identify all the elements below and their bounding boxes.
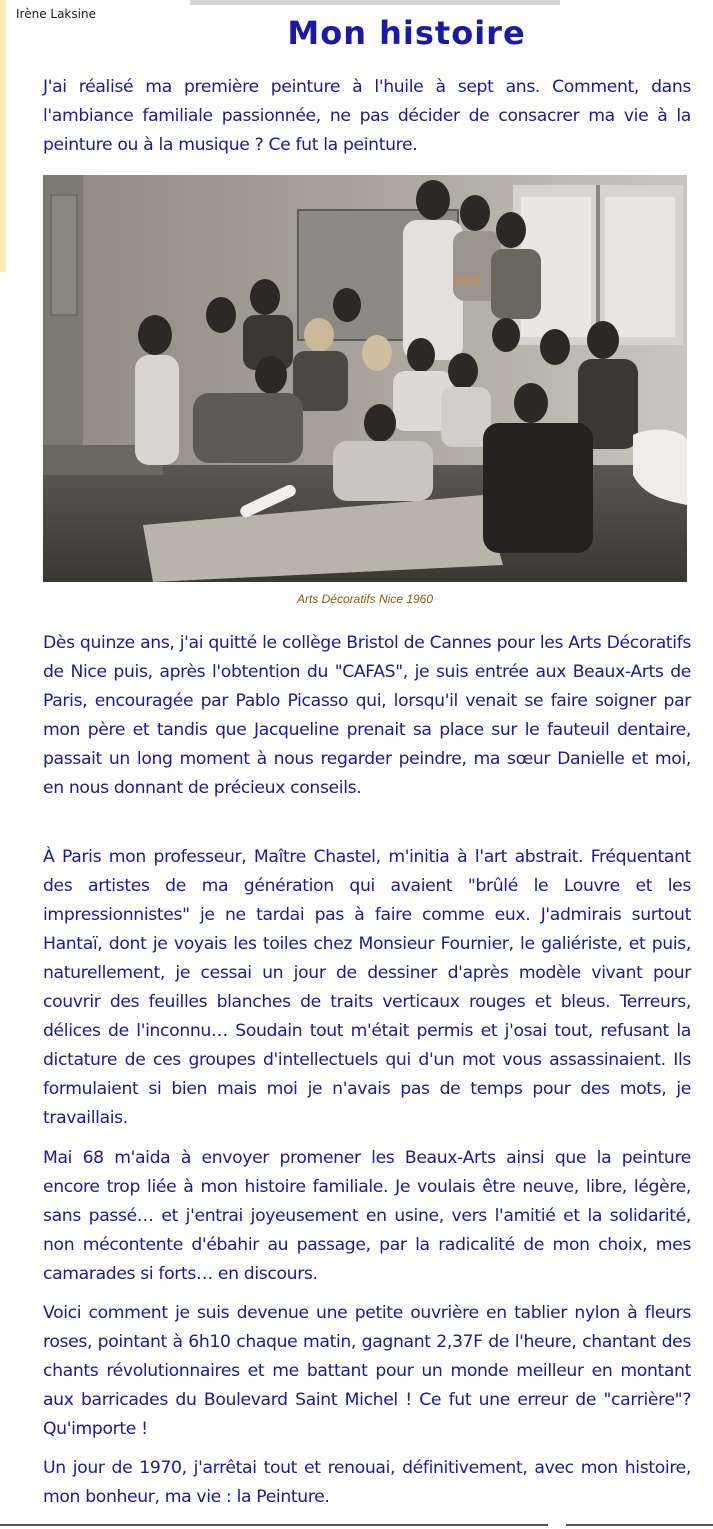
intro-paragraph: J'ai réalisé ma première peinture à l'huile à sept ans. Comment, dans l'ambiance familiale passionnée, ne pas décider de consacrer ma vie à la peinture ou à la musique ? Ce fut la peinture. [43, 77, 691, 155]
class-photo [43, 175, 687, 582]
paragraph-3: Mai 68 m'aida à envoyer promener les Beaux-Arts ainsi que la peinture encore trop liée à mon histoire familiale. Je voulais être neuve, libre, légère, sans passé… et j'entrai joyeusement en usine, vers l'amitié et la solidarité, non mécontente d'ébahir au passage, par la radicalité de mon choix, mes camarades si forts… en discours. [43, 1148, 691, 1284]
page-title: Mon histoire [287, 14, 526, 52]
photo-caption: Arts Décoratifs Nice 1960 [296, 592, 434, 606]
irene-photo-label: Irène [455, 275, 481, 286]
bottom-rule [0, 1524, 548, 1526]
paragraph-2: À Paris mon professeur, Maître Chastel, m'initia à l'art abstrait. Fréquentant des artistes de ma génération qui avaient "brûlé le Louvre et les impressionnistes" je ne tardai pas à faire comme eux. J'admirais surtout Hantaï, dont je voyais les toiles chez Monsieur Fournier, le galiériste, et puis, naturellement, je cessai un jour de dessiner d'après modèle vivant pour couvrir des feuilles blanches de traits verticaux rouges et bleus. Terreurs, délices de l'inconnu… Soudain tout m'était permis et j'osai tout, refusant la dictature de ces groupes d'intellectuels qui d'un mot vous assassinaient. Ils formulaient si bien mais moi je n'avais pas de temps pour des mots, je travaillais. [43, 847, 691, 1128]
paragraph-1: Dès quinze ans, j'ai quitté le collège Bristol de Cannes pour les Arts Décoratifs de Nice puis, après l'obtention du "CAFAS", je suis entrée aux Beaux-Arts de Paris, encouragée par Pablo Picasso qui, lorsqu'il venait se faire soigner par mon père et tandis que Jacqueline prenait sa place sur le fauteuil dentaire, passait un long moment à nous regarder peindre, ma sœur Danielle et moi, en nous donnant de précieux conseils. [43, 633, 691, 798]
paragraph-4: Voici comment je suis devenue une petite ouvrière en tablier nylon à fleurs roses, pointant à 6h10 chaque matin, gagnant 2,37F de l'heure, chantant des chants révolutionnaires et me battant pour un monde meilleur en montant aux barricades du Boulevard Saint Michel ! Ce fut une erreur de "carrière"? Qu'importe ! [43, 1303, 691, 1439]
bottom-rule-right [566, 1524, 713, 1526]
top-scroll-bar [190, 0, 560, 5]
author-name: Irène Laksine [16, 7, 96, 21]
paragraph-5: Un jour de 1970, j'arrêtai tout et renouai, définitivement, avec mon histoire, mon bonheur, ma vie : la Peinture. [43, 1458, 691, 1507]
